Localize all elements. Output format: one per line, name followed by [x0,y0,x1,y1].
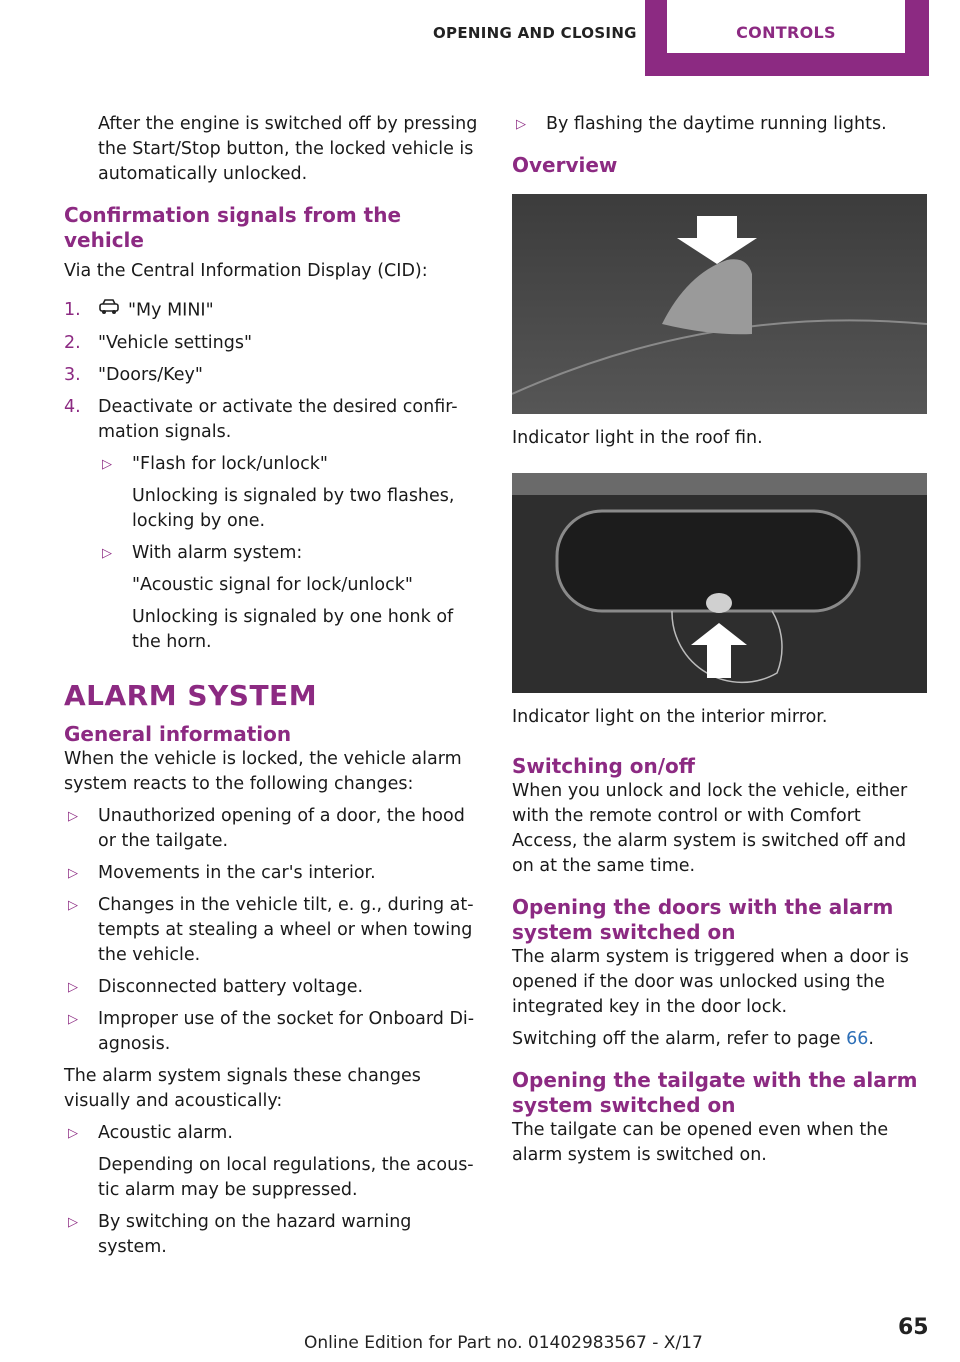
step-text: "My MINI" [128,300,214,321]
step-item [64,298,484,324]
left-column [64,112,484,1267]
change-item: ▷ Unauthorized opening of a door, the hood or the tailgate. [68,805,465,851]
triangle-bullet-icon: ▷ [68,1214,78,1230]
overview-heading: Overview [512,153,618,177]
signal-item: ▷ Acoustic alarm. Depending on local regulations, the acous-tic alarm may be suppressed. [68,1122,474,1200]
figure-caption: Indicator light in the roof fin. [512,428,763,448]
step-number: 2. [64,332,81,353]
general-info-heading: General information [64,721,292,746]
step-item [64,363,484,388]
triangle-bullet-icon: ▷ [68,897,78,913]
general-info-text: When the vehicle is locked, the vehicle alarm system reacts to the following changes: [64,748,462,794]
step-number: 4. [64,396,81,417]
figure-caption: Indicator light on the interior mirror. [512,707,828,727]
sub-bullet [98,541,484,655]
page-link[interactable]: 66 [846,1029,869,1049]
confirmation-subtext: Via the Central Information Display (CID): [64,261,428,281]
change-item: ▷ Changes in the vehicle tilt, e. g., during at-tempts at stealing a wheel or when towing the vehicle. [68,894,474,965]
step-text: "Doors/Key" [98,364,203,385]
triangle-bullet-icon: ▷ [68,865,78,881]
alarm-system-heading: ALARM SYSTEM [64,678,318,712]
page-number: 65 [898,1315,929,1340]
step-text: "Vehicle settings" [98,332,253,353]
triangle-bullet-icon: ▷ [102,456,112,472]
change-item: ▷ Movements in the car's interior. [64,861,484,886]
sub-bullet-detail: Unlocking is signaled by one honk of the horn. [132,606,454,652]
step-item [64,331,484,356]
tailgate-alarm-text: The tailgate can be opened even when the alarm system is switched on. [512,1120,889,1165]
car-icon [98,298,120,323]
signals-text: The alarm system signals these changes visually and acoustically: [64,1065,421,1111]
chapter-tab-label: CONTROLS [736,23,836,42]
step-text: Deactivate or activate the desired confir-mation signals. [98,396,458,442]
sub-bullet-detail: Unlocking is signaled by two flashes, locking by one. [132,485,455,531]
triangle-bullet-icon: ▷ [102,545,112,561]
triangle-bullet-icon: ▷ [68,1011,78,1027]
sub-bullet-text: With alarm system: [132,542,303,563]
doors-alarm-text: The alarm system is triggered when a door is opened if the door was unlocked using the integrated key in the door lock. [512,947,909,1017]
interior-mirror-image [512,473,927,693]
sub-bullet-list [64,452,484,655]
intro-text: After the engine is switched off by pressing the Start/Stop button, the locked vehicle is automatically unlocked. [98,114,478,184]
sub-bullet [98,452,484,534]
footer-edition: Online Edition for Part no. 01402983567 - X/17 [304,1333,703,1353]
change-item: ▷ Disconnected battery voltage. [64,975,484,1000]
triangle-bullet-icon: ▷ [516,117,526,132]
signal-item: ▷ By flashing the daytime running lights. [512,112,930,137]
confirmation-heading: Confirmation signals from the vehicle [64,203,402,252]
step-item [64,395,484,445]
signal-item: ▷ By switching on the hazard warning system. [68,1211,412,1257]
sub-bullet-text: "Flash for lock/unlock" [132,453,328,474]
doors-alarm-heading: Opening the doors with the alarm system switched on [512,895,894,944]
step-number: 1. [64,300,81,320]
section-title: OPENING AND CLOSING [433,24,637,42]
sub-bullet-detail: "Acoustic signal for lock/unlock" [132,574,413,595]
roof-fin-image [512,194,927,414]
switching-heading: Switching on/off [512,754,695,778]
right-column [512,112,930,1175]
tailgate-alarm-heading: Opening the tailgate with the alarm system switched on [512,1068,918,1117]
refer-text: Switching off the alarm, refer to page 66. [512,1029,874,1049]
triangle-bullet-icon: ▷ [68,979,78,995]
switching-text: When you unlock and lock the vehicle, either with the remote control or with Comfort Access, the alarm system is switched off and on at the same time. [512,781,908,876]
chapter-tab[interactable] [667,0,905,53]
change-item: ▷ Improper use of the socket for Onboard Di-agnosis. [68,1008,475,1054]
step-number: 3. [64,364,81,385]
triangle-bullet-icon: ▷ [68,808,78,824]
triangle-bullet-icon: ▷ [68,1125,78,1141]
